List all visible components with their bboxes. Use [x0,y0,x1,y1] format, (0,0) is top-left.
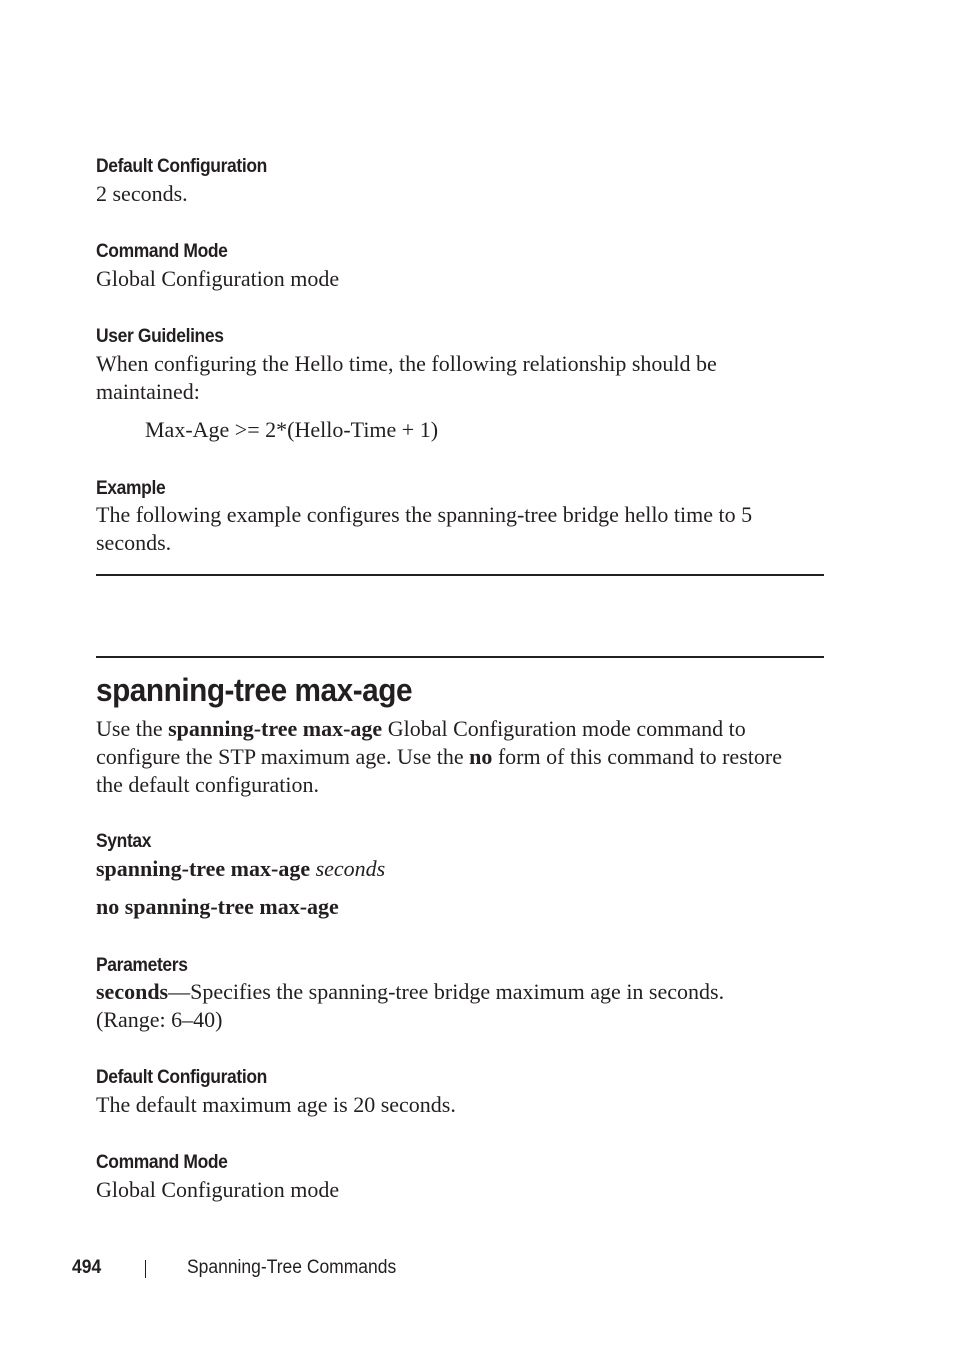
example-text: The following example configures the spanning-tree bridge hello time to 5 seconds. [96,502,753,555]
chapter-title: Spanning-Tree Commands [187,1257,397,1278]
section-command-mode-text: Global Configuration mode [96,1177,340,1202]
intro-no-keyword: no [469,744,493,769]
section-end-rule [96,574,824,576]
command-mode-heading: Command Mode [96,241,228,262]
section-default-configuration-heading: Default Configuration [96,1067,267,1088]
user-guidelines-text: When configuring the Hello time, the following relationship should be maintained: [96,351,717,404]
section-title: spanning-tree max-age [96,672,413,708]
section-start-rule [96,656,824,658]
parameters-text: seconds—Specifies the spanning-tree bridge maximum age in seconds. (Range: 6–40) [96,979,725,1032]
default-configuration-heading: Default Configuration [96,156,267,177]
parameters-heading: Parameters [96,955,188,976]
syntax-argument: seconds [315,856,386,881]
section-intro: Use the spanning-tree max-age Global Configuration mode command to configure the STP maximum age. Use the no form of this command to restore the default configuration. [96,716,782,797]
user-guidelines-heading: User Guidelines [96,326,224,347]
syntax-line-1: spanning-tree max-age seconds [96,856,386,881]
syntax-line-2: no spanning-tree max-age [96,894,339,919]
example-heading: Example [96,478,166,499]
parameter-name: seconds [96,979,169,1004]
hello-time-formula: Max-Age >= 2*(Hello-Time + 1) [145,417,439,442]
syntax-heading: Syntax [96,831,152,852]
section-command-mode-heading: Command Mode [96,1152,228,1173]
default-configuration-text: 2 seconds. [96,181,188,206]
footer-separator [145,1260,146,1278]
section-default-configuration-text: The default maximum age is 20 seconds. [96,1092,456,1117]
page-number: 494 [72,1257,102,1278]
intro-command-name: spanning-tree max-age [168,716,383,741]
command-mode-text: Global Configuration mode [96,266,340,291]
